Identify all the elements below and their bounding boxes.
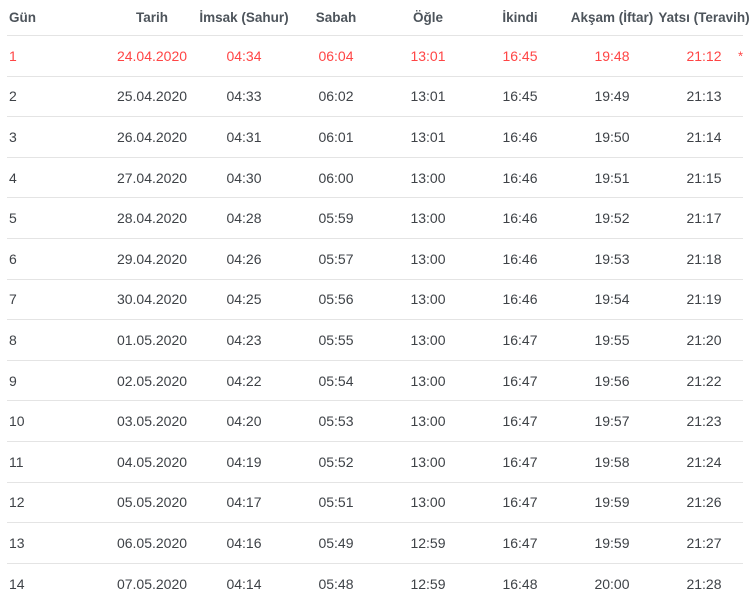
cell-ogle: 13:00 (410, 250, 446, 267)
yatsi-time: 21:12 (686, 47, 722, 64)
cell-date: 24.04.2020 (116, 47, 188, 64)
cell-yatsi (658, 332, 750, 348)
cell-imsak: 04:14 (226, 575, 262, 592)
cell-aksam: 19:58 (594, 453, 630, 470)
cell-yatsi (658, 48, 750, 64)
cell-imsak: 04:26 (226, 250, 262, 267)
cell-date: 05.05.2020 (116, 494, 188, 511)
cell-day: 9 (9, 372, 17, 389)
cell-yatsi (658, 535, 750, 551)
cell-date: 29.04.2020 (116, 250, 188, 267)
cell-sabah: 05:53 (318, 413, 354, 430)
cell-date: 30.04.2020 (116, 291, 188, 308)
table-row (0, 36, 750, 76)
cell-imsak: 04:33 (226, 88, 262, 105)
cell-date: 02.05.2020 (116, 372, 188, 389)
yatsi-time: 21:24 (686, 453, 722, 470)
yatsi-time: 21:19 (686, 291, 722, 308)
col-header-aksam-iftar: Akşam (İftar) (570, 10, 654, 25)
cell-aksam: 19:56 (594, 372, 630, 389)
yatsi-time: 21:22 (686, 372, 722, 389)
cell-sabah: 06:00 (318, 169, 354, 186)
cell-day: 5 (9, 210, 17, 227)
table-row-wrap (0, 76, 750, 117)
cell-aksam: 19:59 (594, 494, 630, 511)
cell-ikindi: 16:47 (502, 413, 538, 430)
cell-ogle: 12:59 (410, 534, 446, 551)
cell-ogle: 13:01 (410, 128, 446, 145)
col-header-yatsi-teravih: Yatsı (Teravih) (658, 10, 750, 25)
table-row-wrap (0, 157, 750, 198)
cell-day: 14 (9, 575, 25, 592)
cell-sabah: 05:48 (318, 575, 354, 592)
cell-date: 25.04.2020 (116, 88, 188, 105)
table-row (0, 523, 750, 563)
cell-day: 11 (9, 453, 24, 470)
cell-imsak: 04:16 (226, 534, 262, 551)
cell-aksam: 19:59 (594, 534, 630, 551)
table-row-wrap (0, 400, 750, 441)
table-row-wrap (0, 238, 750, 279)
cell-ikindi: 16:47 (502, 372, 538, 389)
table-row (0, 117, 750, 157)
cell-sabah: 06:04 (318, 47, 354, 64)
table-row (0, 320, 750, 360)
cell-ikindi: 16:45 (502, 88, 538, 105)
cell-yatsi (658, 129, 750, 145)
cell-ikindi: 16:46 (502, 250, 538, 267)
cell-date: 06.05.2020 (116, 534, 188, 551)
cell-aksam: 19:48 (594, 47, 630, 64)
cell-ogle: 13:01 (410, 88, 446, 105)
table-row (0, 361, 750, 401)
cell-ogle: 13:00 (410, 372, 446, 389)
table-row-wrap (0, 279, 750, 320)
cell-aksam: 19:52 (594, 210, 630, 227)
yatsi-time: 21:26 (686, 494, 722, 511)
cell-ogle: 13:00 (410, 453, 446, 470)
cell-ogle: 13:00 (410, 331, 446, 348)
cell-ogle: 13:00 (410, 169, 446, 186)
cell-day: 1 (9, 47, 17, 64)
table-row-wrap (0, 116, 750, 157)
cell-date: 01.05.2020 (116, 331, 188, 348)
cell-sabah: 05:51 (318, 494, 354, 511)
cell-date: 04.05.2020 (116, 453, 188, 470)
cell-day: 7 (9, 291, 17, 308)
col-header-ogle: Öğle (412, 10, 443, 25)
cell-aksam: 19:53 (594, 250, 630, 267)
cell-ikindi: 16:47 (502, 534, 538, 551)
cell-date: 03.05.2020 (116, 413, 188, 430)
cell-imsak: 04:20 (226, 413, 262, 430)
table-row-wrap (0, 197, 750, 238)
cell-ogle: 13:00 (410, 413, 446, 430)
table-row-wrap (0, 441, 750, 482)
cell-ikindi: 16:48 (502, 575, 538, 592)
cell-sabah: 05:52 (318, 453, 354, 470)
cell-ikindi: 16:45 (502, 47, 538, 64)
col-header-tarih: Tarih (135, 10, 168, 25)
table-row-wrap (0, 35, 750, 76)
cell-imsak: 04:30 (226, 169, 262, 186)
cell-imsak: 04:19 (226, 453, 262, 470)
cell-ogle: 12:59 (410, 575, 446, 592)
cell-ikindi: 16:47 (502, 453, 538, 470)
cell-ogle: 13:01 (410, 47, 446, 64)
col-header-gun: Gün (9, 10, 36, 25)
cell-imsak: 04:23 (226, 331, 262, 348)
cell-imsak: 04:28 (226, 210, 262, 227)
table-row (0, 280, 750, 320)
cell-sabah: 05:55 (318, 331, 354, 348)
cell-ogle: 13:00 (410, 210, 446, 227)
table-header-row (0, 0, 750, 35)
cell-aksam: 19:57 (594, 413, 630, 430)
cell-imsak: 04:25 (226, 291, 262, 308)
cell-yatsi (658, 291, 750, 307)
table-row (0, 564, 750, 603)
cell-aksam: 19:54 (594, 291, 630, 308)
cell-day: 12 (9, 494, 25, 511)
cell-imsak: 04:34 (226, 47, 262, 64)
col-header-imsak-sahur: İmsak (Sahur) (199, 10, 289, 25)
table-body (0, 35, 750, 603)
yatsi-time: 21:18 (686, 250, 722, 267)
cell-imsak: 04:17 (226, 494, 262, 511)
cell-sabah: 05:56 (318, 291, 354, 308)
cell-ogle: 13:00 (410, 291, 446, 308)
cell-ikindi: 16:47 (502, 494, 538, 511)
cell-aksam: 20:00 (594, 575, 630, 592)
table-row (0, 442, 750, 482)
cell-day: 10 (9, 413, 25, 430)
cell-day: 13 (9, 534, 25, 551)
cell-day: 8 (9, 331, 17, 348)
cell-date: 26.04.2020 (116, 128, 188, 145)
table-row (0, 401, 750, 441)
cell-date: 27.04.2020 (116, 169, 188, 186)
cell-aksam: 19:55 (594, 331, 630, 348)
table-row (0, 158, 750, 198)
cell-sabah: 05:59 (318, 210, 354, 227)
yatsi-time: 21:27 (686, 534, 722, 551)
cell-ikindi: 16:47 (502, 331, 538, 348)
cell-yatsi (658, 170, 750, 186)
cell-ikindi: 16:46 (502, 210, 538, 227)
cell-yatsi (658, 454, 750, 470)
cell-imsak: 04:22 (226, 372, 262, 389)
cell-yatsi (658, 413, 750, 429)
yatsi-time: 21:20 (686, 331, 722, 348)
cell-date: 28.04.2020 (116, 210, 188, 227)
cell-yatsi (658, 88, 750, 104)
table-row (0, 239, 750, 279)
cell-aksam: 19:50 (594, 128, 630, 145)
cell-sabah: 06:01 (318, 128, 354, 145)
yatsi-time: 21:14 (686, 128, 722, 145)
table-row (0, 483, 750, 523)
table-row (0, 77, 750, 117)
cell-yatsi (658, 251, 750, 267)
table-row (0, 198, 750, 238)
cell-aksam: 19:49 (594, 88, 630, 105)
cell-yatsi (658, 210, 750, 226)
col-header-sabah: Sabah (315, 10, 357, 25)
cell-day: 6 (9, 250, 17, 267)
cell-ikindi: 16:46 (502, 128, 538, 145)
cell-yatsi (658, 494, 750, 510)
cell-ogle: 13:00 (410, 494, 446, 511)
cell-yatsi (658, 576, 750, 592)
col-header-ikindi: İkindi (502, 10, 538, 25)
today-marker-icon: * (737, 48, 743, 64)
yatsi-time: 21:17 (686, 210, 722, 227)
cell-imsak: 04:31 (226, 128, 262, 145)
yatsi-time: 21:13 (686, 88, 722, 105)
cell-ikindi: 16:46 (502, 169, 538, 186)
cell-sabah: 06:02 (318, 88, 354, 105)
yatsi-time: 21:15 (686, 169, 722, 186)
cell-sabah: 05:54 (318, 372, 354, 389)
cell-aksam: 19:51 (594, 169, 630, 186)
cell-date: 07.05.2020 (116, 575, 188, 592)
cell-yatsi (658, 373, 750, 389)
table-row-wrap (0, 360, 750, 401)
cell-sabah: 05:49 (318, 534, 354, 551)
cell-ikindi: 16:46 (502, 291, 538, 308)
cell-day: 2 (9, 88, 17, 105)
yatsi-time: 21:23 (686, 413, 722, 430)
cell-sabah: 05:57 (318, 250, 354, 267)
yatsi-time: 21:28 (686, 575, 722, 592)
table-row-wrap (0, 522, 750, 563)
table-row-wrap (0, 319, 750, 360)
table-row-wrap (0, 563, 750, 603)
table-row-wrap (0, 482, 750, 523)
cell-day: 4 (9, 169, 17, 186)
cell-day: 3 (9, 128, 17, 145)
